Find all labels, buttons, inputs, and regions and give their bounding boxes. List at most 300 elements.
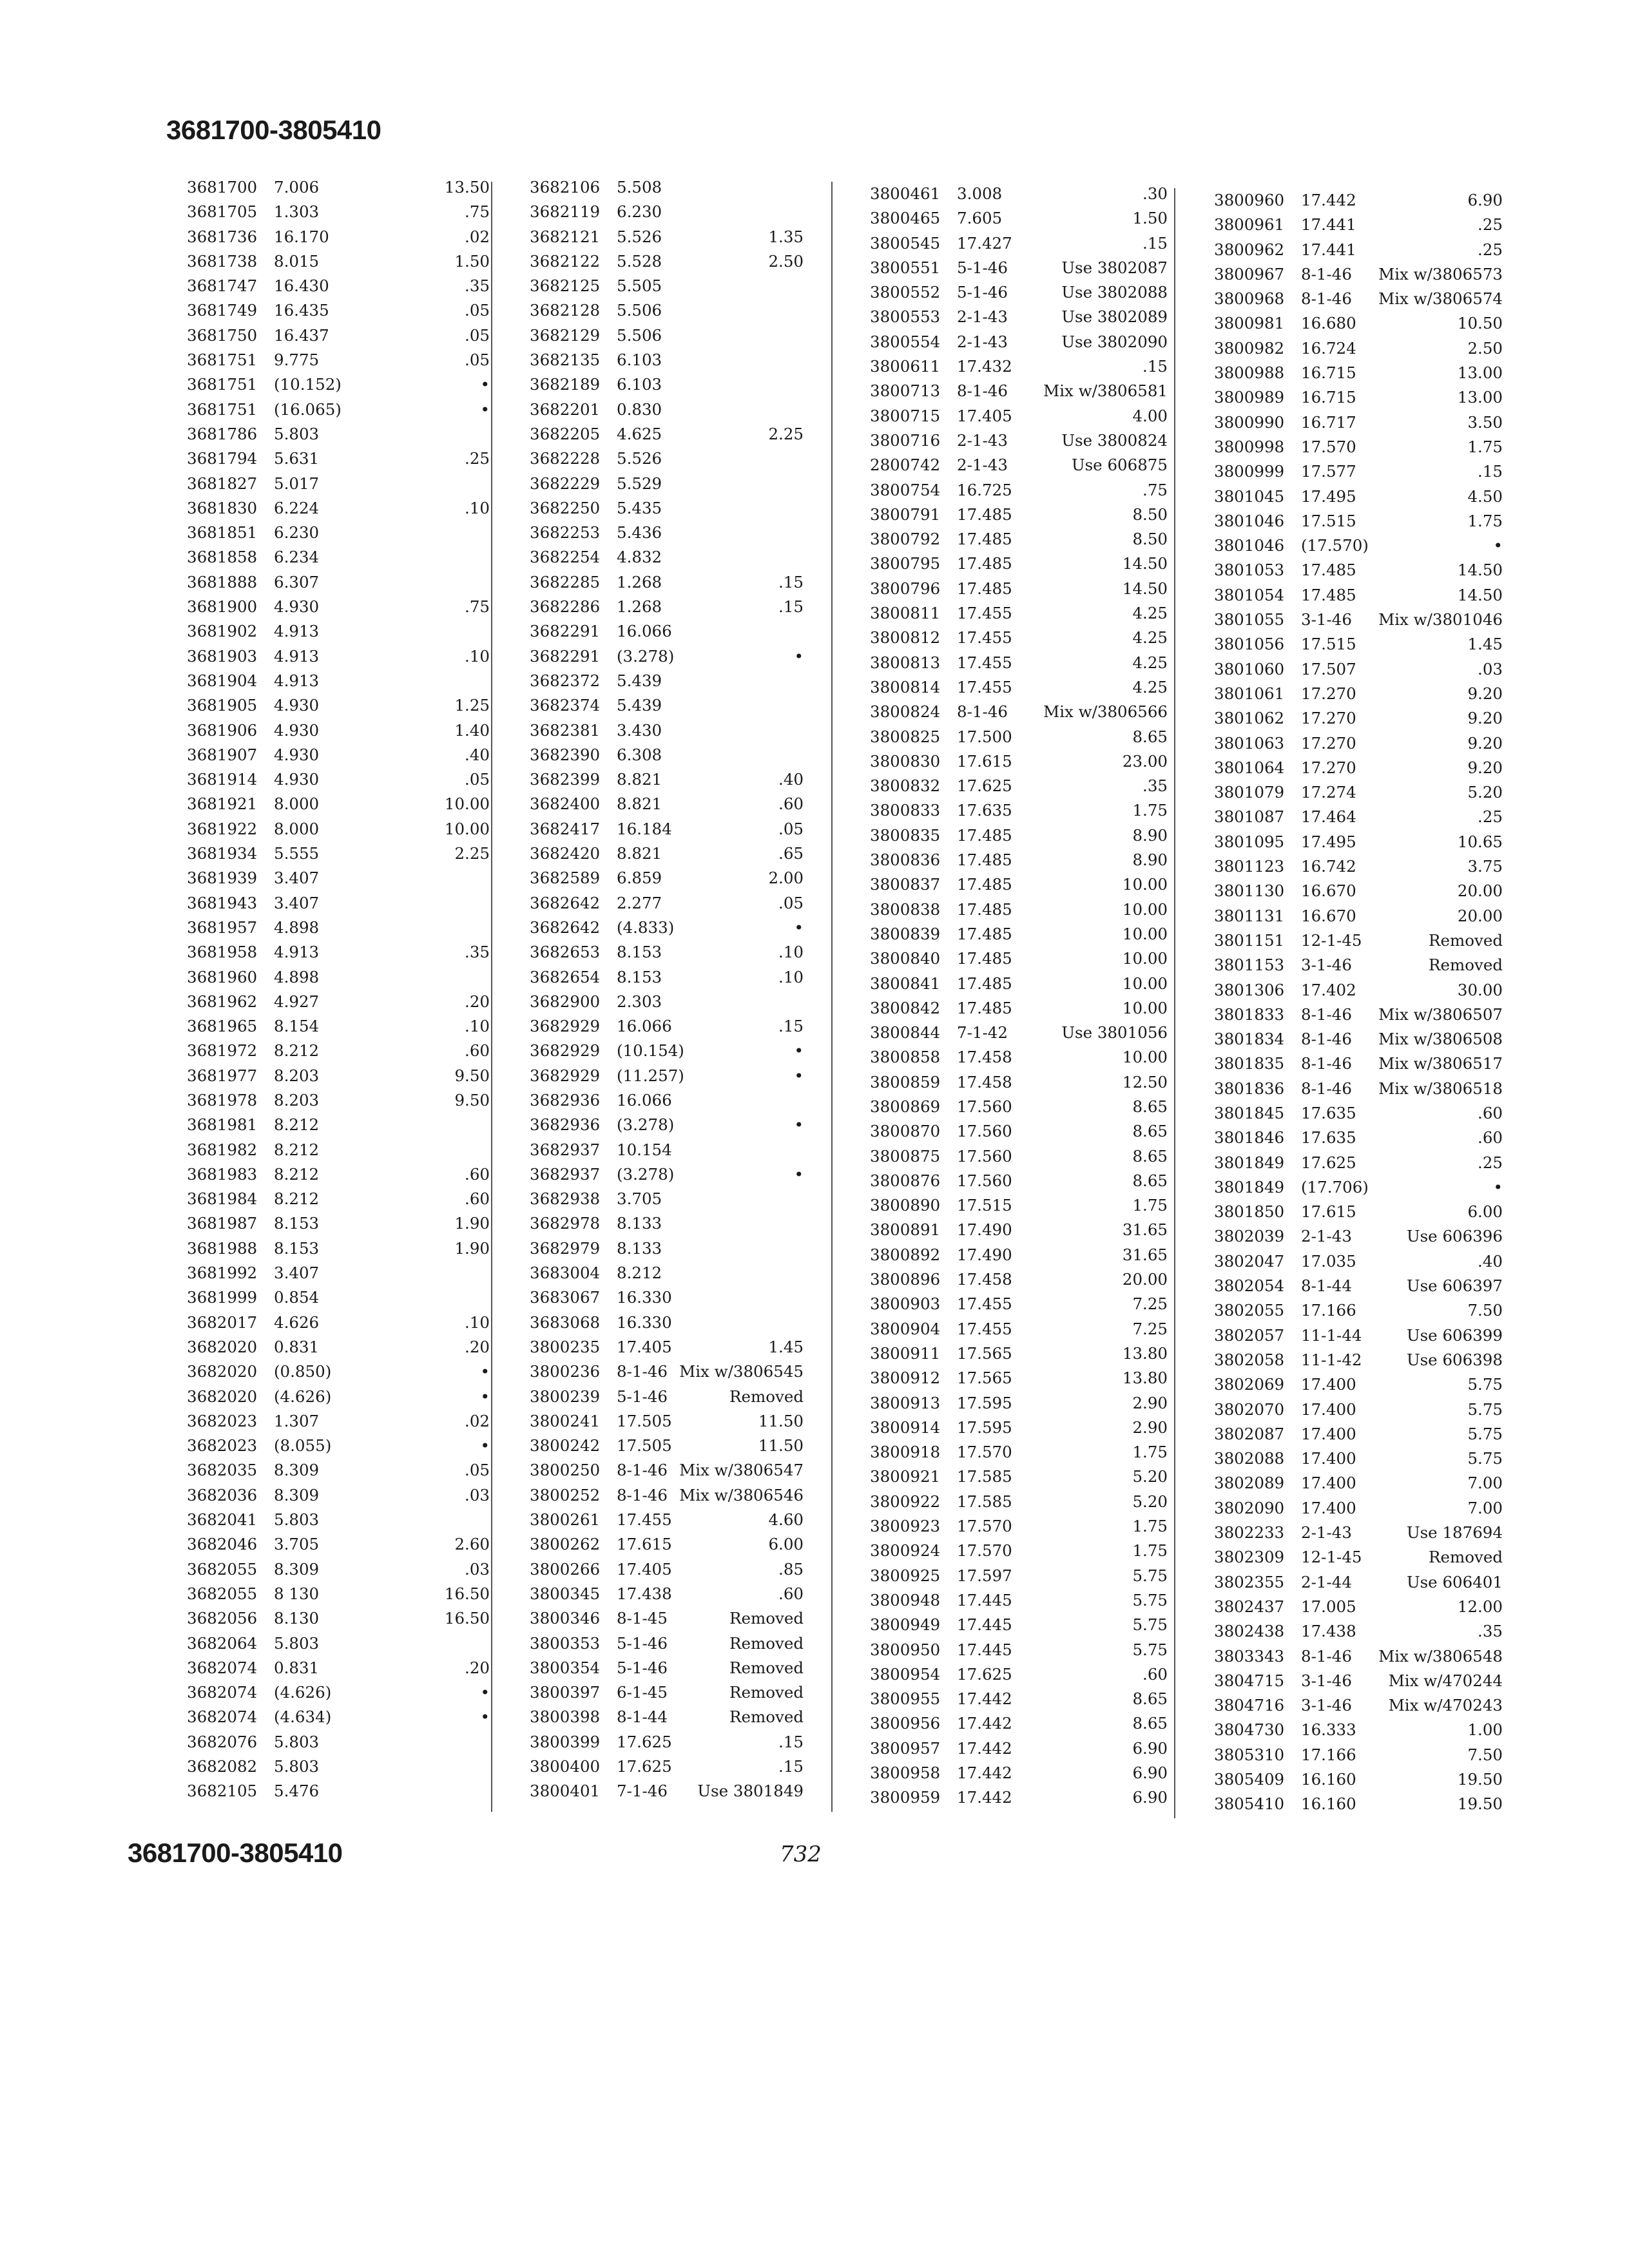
- price-or-note: .35: [1142, 776, 1168, 796]
- code-or-date: 8-1-46: [1301, 1079, 1352, 1098]
- code-or-date: (17.706): [1301, 1177, 1369, 1196]
- table-row: [530, 743, 804, 767]
- code-or-date: 5.506: [617, 325, 662, 345]
- table-row: [870, 182, 1168, 206]
- price-or-note: Removed: [729, 1658, 804, 1677]
- code-or-date: 3-1-46: [1301, 1696, 1352, 1715]
- price-or-note: Use 606396: [1406, 1227, 1503, 1246]
- part-number: 3800345: [530, 1584, 601, 1603]
- table-row: [530, 718, 804, 743]
- code-or-date: 17.441: [1301, 240, 1356, 259]
- code-or-date: 17.458: [957, 1270, 1012, 1289]
- price-or-note: .85: [778, 1559, 804, 1579]
- table-row: [187, 767, 490, 792]
- code-or-date: 17.577: [1301, 462, 1356, 481]
- table-row: [870, 1662, 1168, 1687]
- part-number: 3681747: [187, 276, 258, 296]
- price-or-note: 4.00: [1132, 406, 1168, 425]
- part-number: 3800397: [530, 1683, 601, 1702]
- code-or-date: 16.670: [1301, 881, 1356, 901]
- price-or-note: 20.00: [1122, 1270, 1168, 1289]
- code-or-date: 5.505: [617, 276, 662, 296]
- table-row: [530, 1730, 804, 1754]
- part-number: 3681965: [187, 1017, 258, 1036]
- part-number: 3800896: [870, 1270, 941, 1289]
- price-or-note: 2.90: [1132, 1393, 1168, 1412]
- price-or-note: 1.90: [454, 1214, 490, 1233]
- price-or-note: 3.50: [1467, 412, 1503, 432]
- code-or-date: 17.445: [957, 1590, 1012, 1610]
- code-or-date: 17.507: [1301, 659, 1356, 678]
- part-number: 3681934: [187, 844, 258, 863]
- table-row: [530, 570, 804, 595]
- table-row: [1214, 1274, 1503, 1298]
- table-row: [530, 965, 804, 990]
- code-or-date: (4.833): [617, 918, 675, 937]
- code-or-date: 4.832: [617, 548, 662, 567]
- price-or-note: .03: [465, 1485, 490, 1504]
- table-row: [1214, 1669, 1503, 1693]
- table-row: [187, 398, 490, 422]
- table-row: [530, 1631, 804, 1656]
- code-or-date: 17.560: [957, 1097, 1012, 1116]
- page-number: 732: [780, 1841, 822, 1867]
- code-or-date: (3.278): [617, 1115, 675, 1135]
- code-or-date: 17.485: [957, 850, 1012, 870]
- price-or-note: 8.65: [1132, 1714, 1168, 1733]
- part-number: 3801087: [1214, 807, 1285, 827]
- table-row: [1214, 928, 1503, 953]
- code-or-date: 17.570: [957, 1517, 1012, 1536]
- price-or-note: 4.25: [1132, 653, 1168, 672]
- price-or-note: Mix w/3806548: [1378, 1646, 1503, 1666]
- part-number: 3800838: [870, 899, 941, 919]
- table-row: [870, 1267, 1168, 1292]
- code-or-date: 17.270: [1301, 684, 1356, 703]
- table-row: [187, 1285, 490, 1310]
- table-row: [1214, 1595, 1503, 1619]
- price-or-note: .60: [778, 1584, 804, 1603]
- code-or-date: 4.930: [274, 770, 320, 789]
- table-row: [187, 1483, 490, 1508]
- code-or-date: 17.400: [1301, 1498, 1356, 1517]
- table-row: [530, 398, 804, 422]
- part-number: 3801055: [1214, 610, 1285, 629]
- table-row: [530, 1705, 804, 1729]
- price-or-note: Mix w/3806518: [1378, 1079, 1503, 1098]
- price-column-1: [187, 175, 490, 1804]
- part-number: 3681738: [187, 251, 258, 271]
- table-row: [530, 1582, 804, 1606]
- code-or-date: 17.515: [1301, 511, 1356, 530]
- code-or-date: 17.585: [957, 1492, 1012, 1511]
- code-or-date: 8-1-46: [957, 381, 1008, 401]
- code-or-date: 4.930: [274, 696, 320, 715]
- part-number: 3804716: [1214, 1696, 1285, 1715]
- price-or-note: .60: [778, 794, 804, 814]
- table-row: [1214, 830, 1503, 854]
- price-or-note: Use 3802089: [1061, 307, 1168, 327]
- table-row: [1214, 509, 1503, 533]
- price-or-note: 5.20: [1132, 1467, 1168, 1486]
- code-or-date: 8.153: [274, 1214, 320, 1233]
- price-or-note: •: [794, 918, 804, 937]
- price-or-note: 10.65: [1457, 832, 1503, 851]
- code-or-date: 6.859: [617, 869, 662, 888]
- code-or-date: 8-1-44: [1301, 1276, 1352, 1296]
- part-number: 3800958: [870, 1763, 941, 1782]
- price-or-note: Mix w/3806547: [679, 1461, 804, 1480]
- part-number: 3682900: [530, 992, 601, 1011]
- code-or-date: 17.490: [957, 1245, 1012, 1264]
- part-number: 3801079: [1214, 783, 1285, 802]
- table-row: [1214, 435, 1503, 459]
- table-row: [187, 866, 490, 890]
- price-or-note: •: [794, 646, 804, 666]
- code-or-date: 16.724: [1301, 338, 1356, 358]
- table-row: [187, 225, 490, 249]
- part-number: 3800957: [870, 1738, 941, 1758]
- table-row: [1214, 805, 1503, 829]
- code-or-date: 4.930: [274, 745, 320, 764]
- code-or-date: 17.485: [957, 899, 1012, 919]
- table-row: [187, 619, 490, 644]
- code-or-date: 0.831: [274, 1658, 320, 1677]
- code-or-date: 8-1-46: [957, 702, 1008, 722]
- code-or-date: 16.160: [1301, 1794, 1356, 1814]
- part-number: 3800401: [530, 1782, 601, 1801]
- price-or-note: 5.20: [1467, 783, 1503, 802]
- part-number: 3800398: [530, 1707, 601, 1727]
- part-number: 3681943: [187, 893, 258, 912]
- table-row: [530, 1606, 804, 1631]
- code-or-date: 8.212: [274, 1041, 320, 1061]
- table-row: [870, 1440, 1168, 1465]
- price-or-note: 10.00: [1122, 974, 1168, 993]
- table-row: [187, 1434, 490, 1458]
- code-or-date: 6.224: [274, 498, 320, 517]
- table-row: [1214, 1718, 1503, 1742]
- part-number: 3681977: [187, 1066, 258, 1085]
- table-row: [530, 1483, 804, 1508]
- code-or-date: 17.625: [957, 1664, 1012, 1684]
- part-number: 3682390: [530, 745, 601, 764]
- code-or-date: (11.257): [617, 1066, 684, 1085]
- table-row: [870, 651, 1168, 675]
- price-or-note: .03: [1478, 659, 1503, 678]
- price-or-note: 2.25: [454, 844, 490, 863]
- part-number: 3800875: [870, 1146, 941, 1166]
- table-row: [1214, 756, 1503, 780]
- price-or-note: 12.50: [1122, 1072, 1168, 1091]
- table-row: [187, 792, 490, 816]
- code-or-date: 5.803: [274, 1732, 320, 1751]
- table-row: [870, 256, 1168, 280]
- price-or-note: .10: [465, 498, 490, 517]
- part-number: 3800989: [1214, 388, 1285, 407]
- price-or-note: 16.50: [444, 1609, 490, 1628]
- code-or-date: 17.270: [1301, 758, 1356, 777]
- table-row: [530, 1162, 804, 1187]
- table-row: [187, 1656, 490, 1680]
- table-row: [870, 972, 1168, 996]
- price-or-note: 10.00: [444, 819, 490, 838]
- price-or-note: .05: [778, 893, 804, 912]
- code-or-date: 4.913: [274, 622, 320, 641]
- table-row: [1214, 1101, 1503, 1126]
- table-row: [187, 817, 490, 841]
- price-or-note: 5.75: [1132, 1640, 1168, 1659]
- code-or-date: 17.560: [957, 1122, 1012, 1141]
- price-or-note: 4.25: [1132, 628, 1168, 648]
- price-or-note: 1.75: [1467, 511, 1503, 530]
- code-or-date: 5.439: [617, 671, 662, 690]
- column-divider-3: [1174, 188, 1175, 1818]
- code-or-date: 12-1-45: [1301, 1548, 1362, 1567]
- price-or-note: .60: [1478, 1103, 1503, 1122]
- part-number: 3682020: [187, 1337, 258, 1356]
- table-row: [530, 1261, 804, 1285]
- table-row: [870, 1613, 1168, 1637]
- price-or-note: .40: [778, 770, 804, 789]
- part-number: 3800891: [870, 1220, 941, 1240]
- part-number: 3681999: [187, 1288, 258, 1307]
- code-or-date: 17.635: [957, 801, 1012, 820]
- code-or-date: 5.439: [617, 696, 662, 715]
- code-or-date: 17.035: [1301, 1251, 1356, 1271]
- price-or-note: .25: [1478, 215, 1503, 235]
- table-row: [187, 1113, 490, 1137]
- table-row: [870, 1095, 1168, 1119]
- part-number: 3800982: [1214, 338, 1285, 358]
- code-or-date: 17.442: [957, 1738, 1012, 1758]
- table-row: [1214, 1077, 1503, 1101]
- price-or-note: 7.25: [1132, 1319, 1168, 1338]
- part-number: 3682135: [530, 351, 601, 370]
- code-or-date: 1.303: [274, 202, 320, 222]
- price-or-note: 13.00: [1457, 363, 1503, 383]
- part-number: 3800252: [530, 1485, 601, 1504]
- code-or-date: 17.405: [617, 1559, 672, 1579]
- table-row: [870, 626, 1168, 650]
- code-or-date: 17.445: [957, 1640, 1012, 1659]
- code-or-date: 4.898: [274, 918, 320, 937]
- price-or-note: 11.50: [758, 1436, 804, 1456]
- table-row: [530, 1113, 804, 1137]
- part-number: 3682253: [530, 523, 601, 543]
- price-or-note: Use 187694: [1406, 1523, 1503, 1542]
- part-number: 3800842: [870, 998, 941, 1017]
- part-number: 3800876: [870, 1171, 941, 1190]
- table-row: [187, 1680, 490, 1705]
- code-or-date: 17.442: [957, 1788, 1012, 1807]
- code-or-date: 17.635: [1301, 1103, 1356, 1122]
- price-or-note: Removed: [729, 1387, 804, 1406]
- table-row: [187, 200, 490, 224]
- price-or-note: 5.75: [1467, 1375, 1503, 1394]
- part-number: 3801054: [1214, 585, 1285, 604]
- code-or-date: 17.625: [617, 1757, 672, 1776]
- part-number: 2800742: [870, 456, 941, 475]
- part-number: 3800611: [870, 357, 941, 376]
- table-row: [187, 447, 490, 471]
- table-row: [870, 1490, 1168, 1514]
- part-number: 3682055: [187, 1584, 258, 1603]
- code-or-date: 17.485: [957, 875, 1012, 894]
- part-number: 3681830: [187, 498, 258, 517]
- table-row: [870, 1317, 1168, 1341]
- code-or-date: 17.595: [957, 1393, 1012, 1412]
- table-row: [870, 379, 1168, 403]
- part-number: 3800830: [870, 751, 941, 771]
- part-number: 3682978: [530, 1214, 601, 1233]
- code-or-date: 17.485: [957, 579, 1012, 598]
- part-number: 3800353: [530, 1633, 601, 1653]
- code-or-date: 17.458: [957, 1072, 1012, 1091]
- part-number: 3802437: [1214, 1597, 1285, 1616]
- table-row: [530, 1656, 804, 1680]
- table-row: [530, 866, 804, 890]
- code-or-date: 17.495: [1301, 486, 1356, 506]
- part-number: 3800922: [870, 1492, 941, 1511]
- table-row: [1214, 1372, 1503, 1397]
- part-number: 3682074: [187, 1683, 258, 1702]
- part-number: 3682642: [530, 893, 601, 912]
- price-or-note: 10.00: [1122, 899, 1168, 919]
- part-number: 3682286: [530, 597, 601, 617]
- part-number: 3682291: [530, 646, 601, 666]
- part-number: 3681902: [187, 622, 258, 641]
- price-or-note: 10.00: [444, 794, 490, 814]
- table-row: [187, 496, 490, 521]
- code-or-date: 8.153: [617, 943, 662, 962]
- price-or-note: 7.25: [1132, 1294, 1168, 1314]
- part-number: 3682589: [530, 869, 601, 888]
- price-or-note: Use 3800824: [1061, 430, 1168, 450]
- part-number: 3800545: [870, 233, 941, 253]
- code-or-date: 8-1-46: [617, 1485, 668, 1504]
- price-or-note: 1.90: [454, 1238, 490, 1258]
- code-or-date: 2.303: [617, 992, 662, 1011]
- table-row: [187, 1557, 490, 1582]
- part-number: 3802058: [1214, 1350, 1285, 1369]
- code-or-date: 5.631: [274, 449, 320, 468]
- table-row: [187, 1631, 490, 1656]
- table-row: [1214, 583, 1503, 608]
- code-or-date: 16.717: [1301, 412, 1356, 432]
- table-row: [1214, 1545, 1503, 1570]
- price-or-note: 6.90: [1132, 1763, 1168, 1782]
- table-row: [1214, 1323, 1503, 1348]
- code-or-date: 8.821: [617, 844, 662, 863]
- table-row: [870, 1021, 1168, 1045]
- table-row: [870, 848, 1168, 872]
- code-or-date: 5-1-46: [617, 1658, 668, 1677]
- price-or-note: 8.65: [1132, 1146, 1168, 1166]
- part-number: 3683068: [530, 1312, 601, 1332]
- code-or-date: 3.430: [617, 720, 662, 740]
- part-number: 3801153: [1214, 956, 1285, 975]
- table-row: [530, 1557, 804, 1582]
- price-or-note: .75: [1142, 480, 1168, 499]
- code-or-date: 17.597: [957, 1566, 1012, 1585]
- part-number: 3682121: [530, 227, 601, 246]
- code-or-date: (16.065): [274, 399, 342, 419]
- table-row: [1214, 287, 1503, 311]
- column-divider-1: [491, 182, 492, 1812]
- price-or-note: Mix w/3806545: [679, 1362, 804, 1381]
- price-or-note: 14.50: [1457, 561, 1503, 580]
- code-or-date: 5.017: [274, 474, 320, 493]
- price-or-note: .25: [1478, 240, 1503, 259]
- part-number: 3681957: [187, 918, 258, 937]
- code-or-date: 17.570: [957, 1541, 1012, 1561]
- code-or-date: 16.184: [617, 819, 672, 838]
- price-or-note: .35: [1478, 1622, 1503, 1641]
- code-or-date: (4.626): [274, 1387, 332, 1406]
- code-or-date: 2-1-43: [1301, 1227, 1352, 1246]
- code-or-date: (3.278): [617, 646, 675, 666]
- price-or-note: 2.25: [768, 424, 804, 443]
- table-row: [870, 1144, 1168, 1169]
- part-number: 3682041: [187, 1510, 258, 1530]
- price-or-note: 4.25: [1132, 604, 1168, 623]
- code-or-date: 3-1-46: [1301, 1671, 1352, 1690]
- table-row: [1214, 657, 1503, 682]
- code-or-date: 17.485: [957, 554, 1012, 573]
- part-number: 3802089: [1214, 1474, 1285, 1493]
- price-or-note: 5.75: [1132, 1590, 1168, 1610]
- price-or-note: 5.75: [1467, 1399, 1503, 1419]
- price-or-note: 23.00: [1122, 751, 1168, 771]
- price-or-note: .35: [465, 276, 490, 296]
- table-row: [530, 1680, 804, 1705]
- part-number: 3682929: [530, 1066, 601, 1085]
- table-row: [530, 1779, 804, 1803]
- part-number: 3800400: [530, 1757, 601, 1776]
- table-row: [187, 323, 490, 348]
- code-or-date: 7.605: [957, 209, 1003, 228]
- code-or-date: 3.407: [274, 869, 320, 888]
- price-or-note: 9.20: [1467, 709, 1503, 728]
- code-or-date: 3.705: [274, 1535, 320, 1554]
- part-number: 3681906: [187, 720, 258, 740]
- part-number: 3802087: [1214, 1424, 1285, 1443]
- part-number: 3801046: [1214, 511, 1285, 530]
- part-number: 3681705: [187, 202, 258, 222]
- table-row: [187, 940, 490, 965]
- table-row: [187, 1311, 490, 1335]
- code-or-date: 8.212: [274, 1115, 320, 1135]
- table-row: [1214, 1422, 1503, 1446]
- price-or-note: 8.65: [1132, 1689, 1168, 1709]
- code-or-date: 10.154: [617, 1140, 672, 1159]
- price-or-note: 10.00: [1122, 949, 1168, 968]
- part-number: 3800918: [870, 1443, 941, 1462]
- table-row: [870, 1514, 1168, 1539]
- part-number: 3800713: [870, 381, 941, 401]
- code-or-date: 2-1-43: [1301, 1523, 1352, 1542]
- part-number: 3801845: [1214, 1103, 1285, 1122]
- price-or-note: .05: [465, 325, 490, 345]
- code-or-date: 8.000: [274, 819, 320, 838]
- code-or-date: 5.508: [617, 178, 662, 197]
- code-or-date: 8.309: [274, 1485, 320, 1504]
- part-number: 3801064: [1214, 758, 1285, 777]
- price-or-note: 6.90: [1132, 1738, 1168, 1758]
- code-or-date: 2-1-43: [957, 430, 1008, 450]
- price-or-note: 1.75: [1132, 801, 1168, 820]
